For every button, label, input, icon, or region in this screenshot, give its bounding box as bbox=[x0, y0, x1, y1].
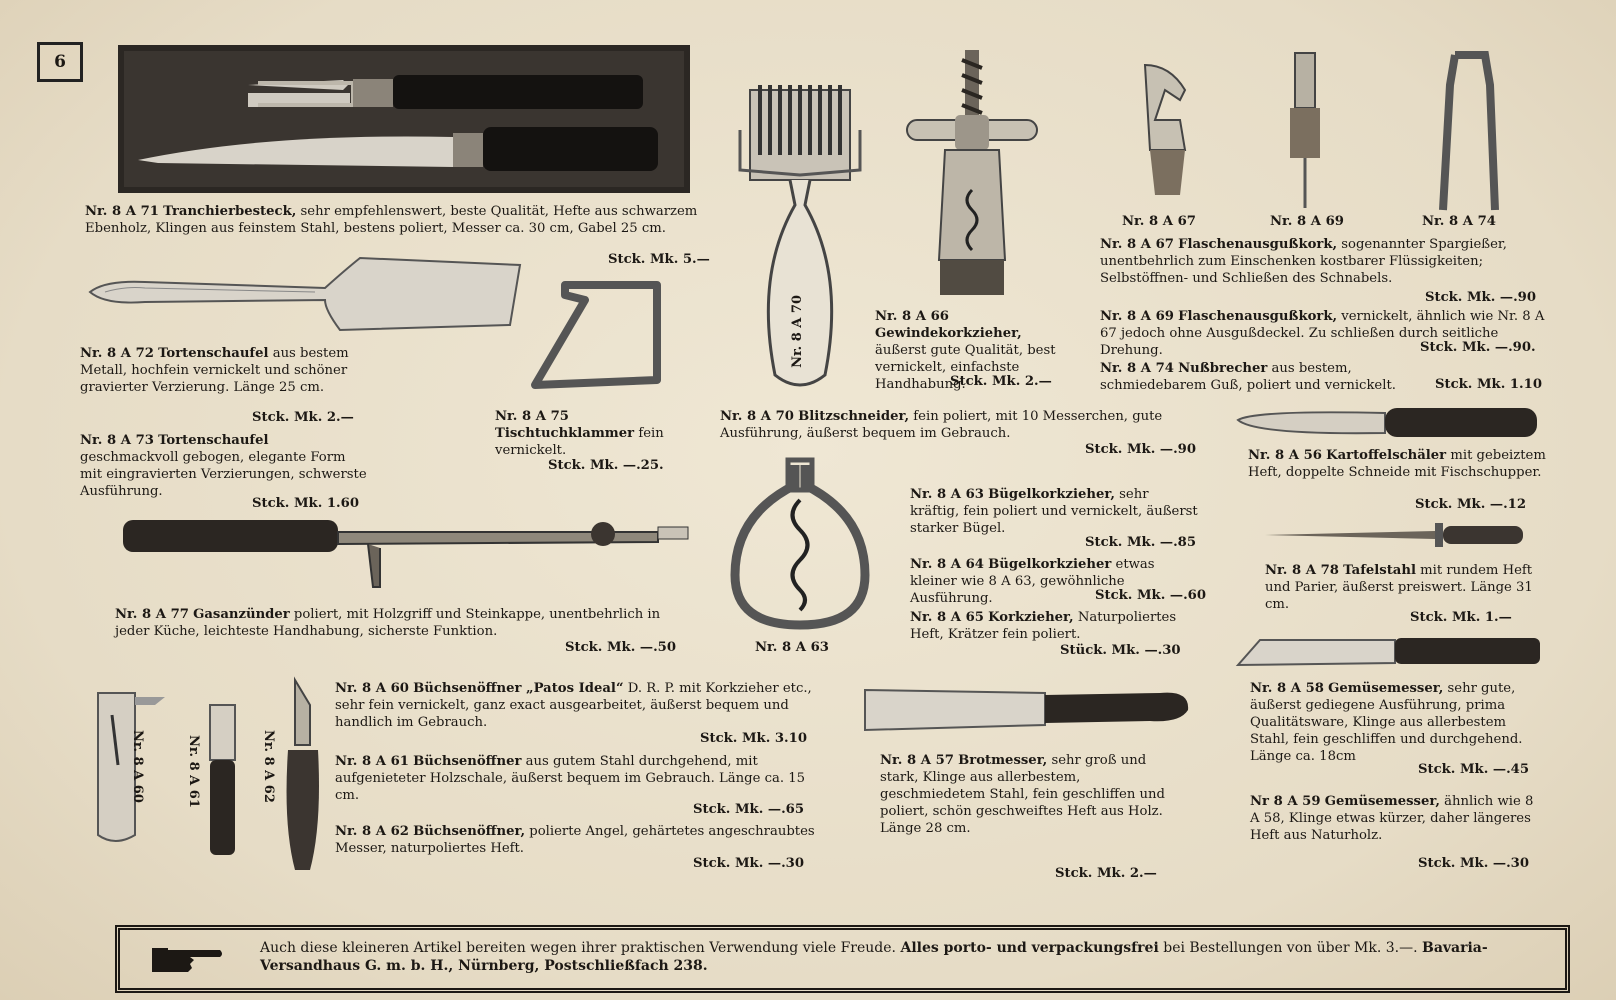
vegetable-knife-image bbox=[1235, 635, 1545, 670]
potato-peeler-image bbox=[1235, 405, 1540, 440]
item-description: poliert, mit Holzgriff und Steinkappe, unentbehrlich in jeder Küche, leichteste Handhabung, sicherste Funktion. bbox=[115, 607, 661, 639]
item-number: Nr. 8 A 71 bbox=[85, 204, 159, 219]
item-number: Nr. 8 A 73 bbox=[80, 433, 154, 448]
item-number: Nr 8 A 59 bbox=[1250, 794, 1321, 809]
price-8a67: Stck. Mk. —.90 bbox=[1425, 290, 1537, 305]
tablecloth-clamp-image bbox=[525, 280, 665, 395]
item-label-8a62: Nr. 8 A 62 bbox=[261, 730, 276, 803]
item-description: mit gebeiztem Heft, doppelte Schneide mit Fischschupper. bbox=[1248, 448, 1546, 480]
item-number: Nr. 8 A 60 bbox=[335, 681, 409, 696]
price-8a56: Stck. Mk. —.12 bbox=[1415, 497, 1527, 512]
item-number: Nr. 8 A 67 bbox=[1100, 237, 1174, 252]
item-number: Nr. 8 A 72 bbox=[80, 346, 154, 361]
item-description: vernickelt, ähnlich wie Nr. 8 A 67 jedoch ohne Ausgußdeckel. Zu schließen durch seitliche Drehung. bbox=[1100, 309, 1545, 358]
item-name: Gemüsemesser, bbox=[1328, 681, 1444, 696]
item-name: Gasanzünder bbox=[193, 607, 290, 622]
can-opener-wood-image bbox=[280, 675, 325, 875]
price-8a58: Stck. Mk. —.45 bbox=[1418, 762, 1530, 777]
pointing-hand-icon bbox=[150, 942, 225, 977]
item-8a58 bbox=[1250, 680, 1545, 765]
cake-server-image bbox=[85, 250, 525, 335]
item-name: Tranchierbesteck, bbox=[163, 204, 297, 219]
item-number: Nr. 8 A 74 bbox=[1100, 361, 1174, 376]
item-name: Blitzschneider, bbox=[798, 409, 910, 424]
item-number: Nr. 8 A 62 bbox=[335, 824, 409, 839]
item-name: Nußbrecher bbox=[1178, 361, 1268, 376]
price-8a71: Stck. Mk. 5.— bbox=[608, 252, 710, 267]
bread-knife-image bbox=[860, 685, 1190, 735]
item-description: mit rundem Heft und Parier, äußerst preiswert. Länge 31 cm. bbox=[1265, 563, 1533, 612]
item-number: Nr. 8 A 70 bbox=[720, 409, 794, 424]
bottle-pourer-image bbox=[1140, 60, 1195, 200]
item-8a60 bbox=[335, 680, 820, 731]
item-description: ähnlich wie 8 A 58, Klinge etwas kürzer, daher längeres Heft aus Naturholz. bbox=[1250, 794, 1534, 843]
item-label-8a70: Nr. 8 A 70 bbox=[790, 295, 805, 368]
item-description: etwas kleiner wie 8 A 63, gewöhnliche Ausführung. bbox=[910, 557, 1155, 606]
item-8a62 bbox=[335, 823, 820, 857]
footer-text bbox=[260, 939, 1540, 975]
item-label-8a60: Nr. 8 A 60 bbox=[130, 730, 145, 803]
item-name: Büchsenöffner, bbox=[413, 824, 526, 839]
item-8a70 bbox=[720, 408, 1200, 442]
price-8a75: Stck. Mk. —.25. bbox=[548, 458, 664, 473]
item-name: Korkzieher, bbox=[988, 610, 1074, 625]
item-8a67 bbox=[1100, 236, 1555, 287]
nutcracker-image bbox=[1435, 45, 1505, 215]
item-name: Flaschenausgußkork, bbox=[1178, 309, 1338, 324]
item-description: aus gutem Stahl durchgehend, mit aufgenieteter Holzschale, äußerst bequem im Gebrauch. Länge ca. 15 cm. bbox=[335, 754, 806, 803]
price-8a72: Stck. Mk. 2.— bbox=[252, 410, 354, 425]
item-description: aus bestem, schmiedebarem Guß, poliert und vernickelt. bbox=[1100, 361, 1396, 393]
gas-lighter-image bbox=[118, 512, 693, 592]
price-8a60: Stck. Mk. 3.10 bbox=[700, 731, 808, 746]
item-8a73 bbox=[80, 432, 370, 500]
item-description: D. R. P. mit Korkzieher etc., sehr fein vernickelt, ganz exact ausgearbeitet, äußerst bequem und handlich im Gebrauch. bbox=[335, 681, 812, 730]
can-opener-steel-image bbox=[205, 700, 240, 860]
item-description: sehr groß und stark, Klinge aus allerbestem, geschmiedetem Stahl, fein geschliffen und poliert, schön geschweiftes Heft aus Holz. Länge 28 cm. bbox=[880, 753, 1165, 836]
item-number: Nr. 8 A 64 bbox=[910, 557, 984, 572]
carving-set-image bbox=[118, 45, 690, 193]
item-number: Nr. 8 A 61 bbox=[335, 754, 409, 769]
item-8a59 bbox=[1250, 793, 1545, 844]
item-number: Nr. 8 A 75 bbox=[495, 409, 569, 424]
item-number: Nr. 8 A 58 bbox=[1250, 681, 1324, 696]
item-8a57 bbox=[880, 752, 1170, 837]
item-description: polierte Angel, gehärtetes angeschraubtes Messer, naturpoliertes Heft. bbox=[335, 824, 815, 856]
item-number: Nr. 8 A 77 bbox=[115, 607, 189, 622]
item-number: Nr. 8 A 57 bbox=[880, 753, 954, 768]
item-8a78 bbox=[1265, 562, 1545, 613]
item-description: aus bestem Metall, hochfein vernickelt und schöner gravierter Verzierung. Länge 25 cm. bbox=[80, 346, 349, 395]
price-8a77: Stck. Mk. —.50 bbox=[565, 640, 677, 655]
bow-corkscrew-image bbox=[725, 455, 875, 630]
item-8a61 bbox=[335, 753, 820, 804]
price-8a65: Stück. Mk. —.30 bbox=[1060, 643, 1181, 658]
item-name: Büchsenöffner bbox=[413, 754, 522, 769]
item-description: fein vernickelt. bbox=[495, 426, 664, 458]
item-label-8a67: Nr. 8 A 67 bbox=[1122, 214, 1196, 229]
item-name: Gemüsemesser, bbox=[1324, 794, 1440, 809]
item-name: Flaschenausgußkork, bbox=[1178, 237, 1338, 252]
item-8a74 bbox=[1100, 360, 1430, 394]
item-8a71 bbox=[85, 203, 725, 237]
item-8a75 bbox=[495, 408, 675, 459]
price-8a73: Stck. Mk. 1.60 bbox=[252, 496, 360, 511]
item-8a65 bbox=[910, 609, 1200, 643]
price-8a70: Stck. Mk. —.90 bbox=[1085, 442, 1197, 457]
footer-bold-1: Alles porto- und verpackungsfrei bbox=[900, 940, 1159, 956]
item-name: Tortenschaufel bbox=[158, 433, 269, 448]
item-8a77 bbox=[115, 606, 695, 640]
item-8a72 bbox=[80, 345, 370, 396]
price-8a57: Stck. Mk. 2.— bbox=[1055, 866, 1157, 881]
item-name: Gewindekorkzieher, bbox=[875, 326, 1022, 341]
item-number: Nr. 8 A 65 bbox=[910, 610, 984, 625]
price-8a69: Stck. Mk. —.90. bbox=[1420, 340, 1536, 355]
footer-line-2: bei Bestellungen von über Mk. 3.—. bbox=[1163, 940, 1418, 956]
item-number: Nr. 8 A 78 bbox=[1265, 563, 1339, 578]
item-number: Nr. 8 A 66 bbox=[875, 309, 949, 324]
item-description: geschmackvoll gebogen, elegante Form mit eingravierten Verzierungen, schwerste Ausführung. bbox=[80, 450, 367, 499]
item-name: Brotmesser, bbox=[958, 753, 1048, 768]
item-8a56 bbox=[1248, 447, 1548, 481]
screw-corkscrew-image bbox=[905, 50, 1040, 305]
page-number: 6 bbox=[37, 42, 83, 82]
item-description: sehr gute, äußerst gediegene Ausführung, prima Qualitätsware, Klinge aus allerbestem Stahl, fein geschliffen und durchgehend. Länge ca. 18cm bbox=[1250, 681, 1523, 764]
price-8a78: Stck. Mk. 1.— bbox=[1410, 610, 1512, 625]
price-8a64: Stck. Mk. —.60 bbox=[1095, 588, 1207, 603]
price-8a66: Stck. Mk. 2.— bbox=[950, 374, 1052, 389]
item-description: fein poliert, mit 10 Messerchen, gute Ausführung, äußerst bequem im Gebrauch. bbox=[720, 409, 1163, 441]
item-number: Nr. 8 A 63 bbox=[910, 487, 984, 502]
item-label-8a74: Nr. 8 A 74 bbox=[1422, 214, 1496, 229]
item-description: sehr kräftig, fein poliert und vernickelt, äußerst starker Bügel. bbox=[910, 487, 1198, 536]
item-description: sogenannter Spargießer, unentbehrlich zum Einschenken kostbarer Flüssigkeiten; Selbstöffnen- und Schließen des Schnabels. bbox=[1100, 237, 1507, 286]
price-8a59: Stck. Mk. —.30 bbox=[1418, 856, 1530, 871]
item-name: Tortenschaufel bbox=[158, 346, 269, 361]
item-name: Bügelkorkzieher bbox=[988, 557, 1112, 572]
item-name: Tafelstahl bbox=[1343, 563, 1416, 578]
item-number: Nr. 8 A 56 bbox=[1248, 448, 1322, 463]
item-name: Kartoffelschäler bbox=[1326, 448, 1447, 463]
item-number: Nr. 8 A 69 bbox=[1100, 309, 1174, 324]
item-description: äußerst gute Qualität, best vernickelt, einfachste Handhabung. bbox=[875, 343, 1056, 392]
item-name: Tischtuchklammer bbox=[495, 426, 635, 441]
footer-company: Bavaria-Versandhaus G. m. b. H., Nürnberg, Postschließfach 238. bbox=[260, 940, 1488, 974]
footer-notice bbox=[115, 925, 1570, 993]
price-8a62: Stck. Mk. —.30 bbox=[693, 856, 805, 871]
item-label-8a69: Nr. 8 A 69 bbox=[1270, 214, 1344, 229]
item-description: sehr empfehlenswert, beste Qualität, Hefte aus schwarzem Ebenholz, Klingen aus feinstem Stahl, bestens poliert, Messer ca. 30 cm, Gabel 25 cm. bbox=[85, 204, 698, 236]
price-8a74: Stck. Mk. 1.10 bbox=[1435, 377, 1543, 392]
item-description: Naturpoliertes Heft, Krätzer fein poliert. bbox=[910, 610, 1177, 642]
honing-steel-image bbox=[1265, 520, 1525, 550]
item-name: Bügelkorkzieher, bbox=[988, 487, 1115, 502]
item-name: Büchsenöffner „Patos Ideal“ bbox=[413, 681, 624, 696]
footer-line-1: Auch diese kleineren Artikel bereiten wegen ihrer praktischen Verwendung viele Freude. bbox=[260, 940, 896, 956]
bottle-pourer-cork-image bbox=[1280, 48, 1330, 208]
price-8a63: Stck. Mk. —.85 bbox=[1085, 535, 1197, 550]
item-label-8a61: Nr. 8 A 61 bbox=[186, 735, 201, 808]
price-8a61: Stck. Mk. —.65 bbox=[693, 802, 805, 817]
item-8a63 bbox=[910, 486, 1200, 537]
item-label-8a63: Nr. 8 A 63 bbox=[755, 640, 829, 655]
